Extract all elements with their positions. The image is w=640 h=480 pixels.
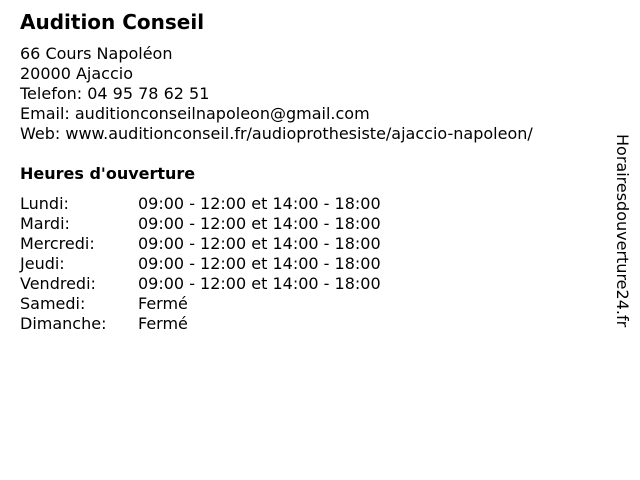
hours-row-friday <box>20 274 381 294</box>
hours-row-saturday <box>20 294 381 314</box>
address-line-2: 20000 Ajaccio <box>20 64 134 83</box>
business-name: Audition Conseil <box>20 10 205 34</box>
hours-value: 09:00 - 12:00 et 14:00 - 18:00 <box>138 214 381 233</box>
day-label: Dimanche: <box>20 314 107 333</box>
day-label: Jeudi: <box>20 254 65 273</box>
day-label: Lundi: <box>20 194 69 213</box>
site-watermark: Horairesdouverture24.fr <box>613 134 632 328</box>
email-address: Email: auditionconseilnapoleon@gmail.com <box>20 104 370 123</box>
hours-row-sunday <box>20 314 381 334</box>
day-label: Mercredi: <box>20 234 95 253</box>
website-url: Web: www.auditionconseil.fr/audioprothesiste/ajaccio-napoleon/ <box>20 124 533 143</box>
hours-row-tuesday <box>20 214 381 234</box>
hours-value: 09:00 - 12:00 et 14:00 - 18:00 <box>138 194 381 213</box>
hours-row-monday <box>20 194 381 214</box>
hours-value: Fermé <box>138 314 188 333</box>
hours-value: Fermé <box>138 294 188 313</box>
hours-row-thursday <box>20 254 381 274</box>
opening-hours-table <box>20 194 381 334</box>
hours-row-wednesday <box>20 234 381 254</box>
address-line-1: 66 Cours Napoléon <box>20 44 173 63</box>
day-label: Mardi: <box>20 214 70 233</box>
hours-value: 09:00 - 12:00 et 14:00 - 18:00 <box>138 254 381 273</box>
phone-number: Telefon: 04 95 78 62 51 <box>20 84 210 103</box>
hours-value: 09:00 - 12:00 et 14:00 - 18:00 <box>138 234 381 253</box>
day-label: Samedi: <box>20 294 86 313</box>
hours-heading: Heures d'ouverture <box>20 164 196 183</box>
day-label: Vendredi: <box>20 274 96 293</box>
contact-info <box>20 44 533 144</box>
hours-value: 09:00 - 12:00 et 14:00 - 18:00 <box>138 274 381 293</box>
